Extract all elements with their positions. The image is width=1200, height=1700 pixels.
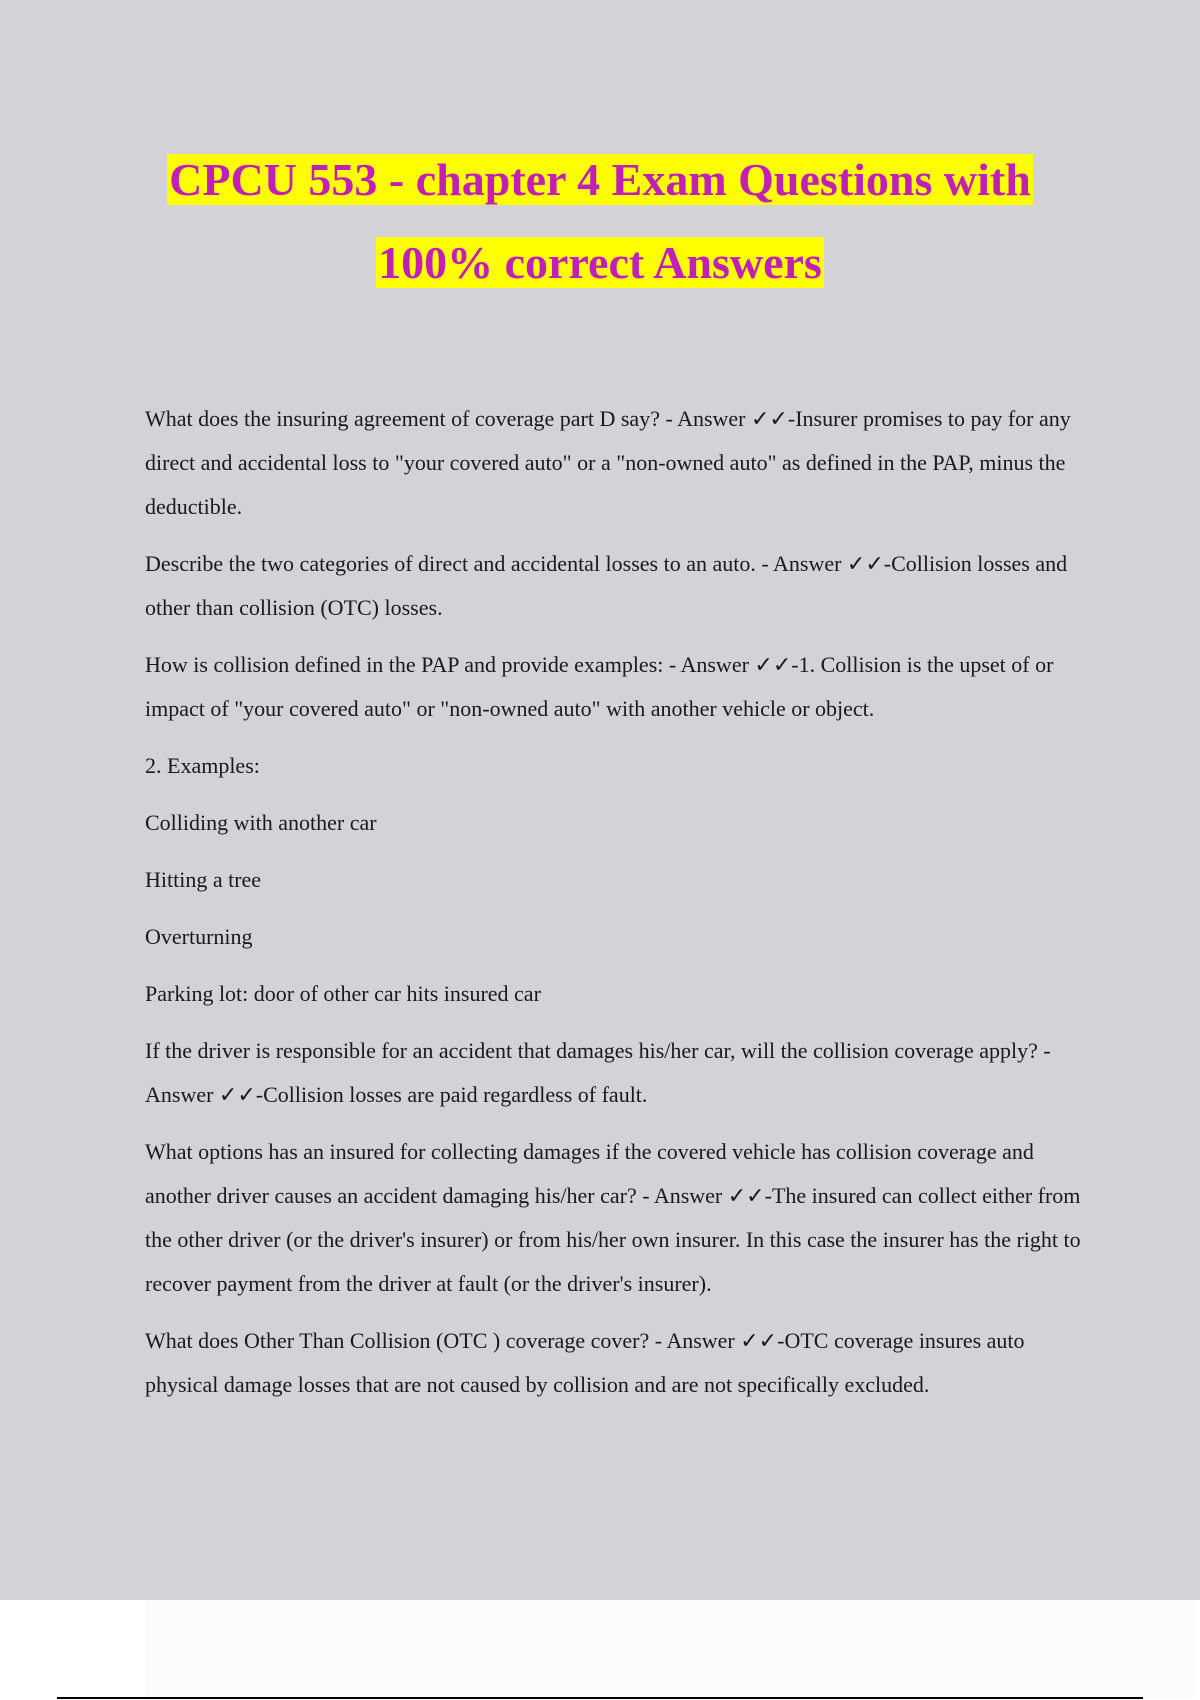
title-line-2: 100% correct Answers (378, 237, 822, 288)
qa-paragraph: What does Other Than Collision (OTC ) coverage cover? - Answer ✓✓-OTC coverage insures auto physical damage losses that are not caused by collision and are not specifically excluded. (145, 1328, 1025, 1397)
title-line-1: CPCU 553 - chapter 4 Exam Questions with (169, 154, 1031, 205)
page-title (0, 138, 1200, 304)
qa-paragraph: 2. Examples: (145, 753, 260, 778)
qa-content (145, 397, 1095, 1420)
qa-paragraph: Hitting a tree (145, 867, 262, 892)
next-page-margin (145, 1600, 1195, 1697)
page-divider (57, 1697, 1143, 1699)
qa-paragraph: Colliding with another car (145, 810, 377, 835)
qa-paragraph: What options has an insured for collecting damages if the covered vehicle has collision coverage and another driver causes an accident damaging his/her car? - Answer ✓✓-The insured can collect either from the other driver (or the driver's insurer) or from his/her own insurer. In this case the insurer has the right to recover payment from the driver at fault (or the driver's insurer). (145, 1139, 1081, 1296)
qa-paragraph: Overturning (145, 924, 253, 949)
qa-paragraph: What does the insuring agreement of coverage part D say? - Answer ✓✓-Insurer promises to pay for any direct and accidental loss to "your covered auto" or a "non-owned auto" as defined in the PAP, minus the deductible. (145, 406, 1071, 519)
qa-paragraph: Parking lot: door of other car hits insured car (145, 981, 541, 1006)
qa-paragraph: How is collision defined in the PAP and provide examples: - Answer ✓✓-1. Collision is the upset of or impact of "your covered auto" or "non-owned auto" with another vehicle or object. (145, 652, 1054, 721)
qa-paragraph: Describe the two categories of direct and accidental losses to an auto. - Answer ✓✓-Collision losses and other than collision (OTC) losses. (145, 551, 1068, 620)
qa-paragraph: If the driver is responsible for an accident that damages his/her car, will the collision coverage apply? - Answer ✓✓-Collision losses are paid regardless of fault. (145, 1038, 1051, 1107)
